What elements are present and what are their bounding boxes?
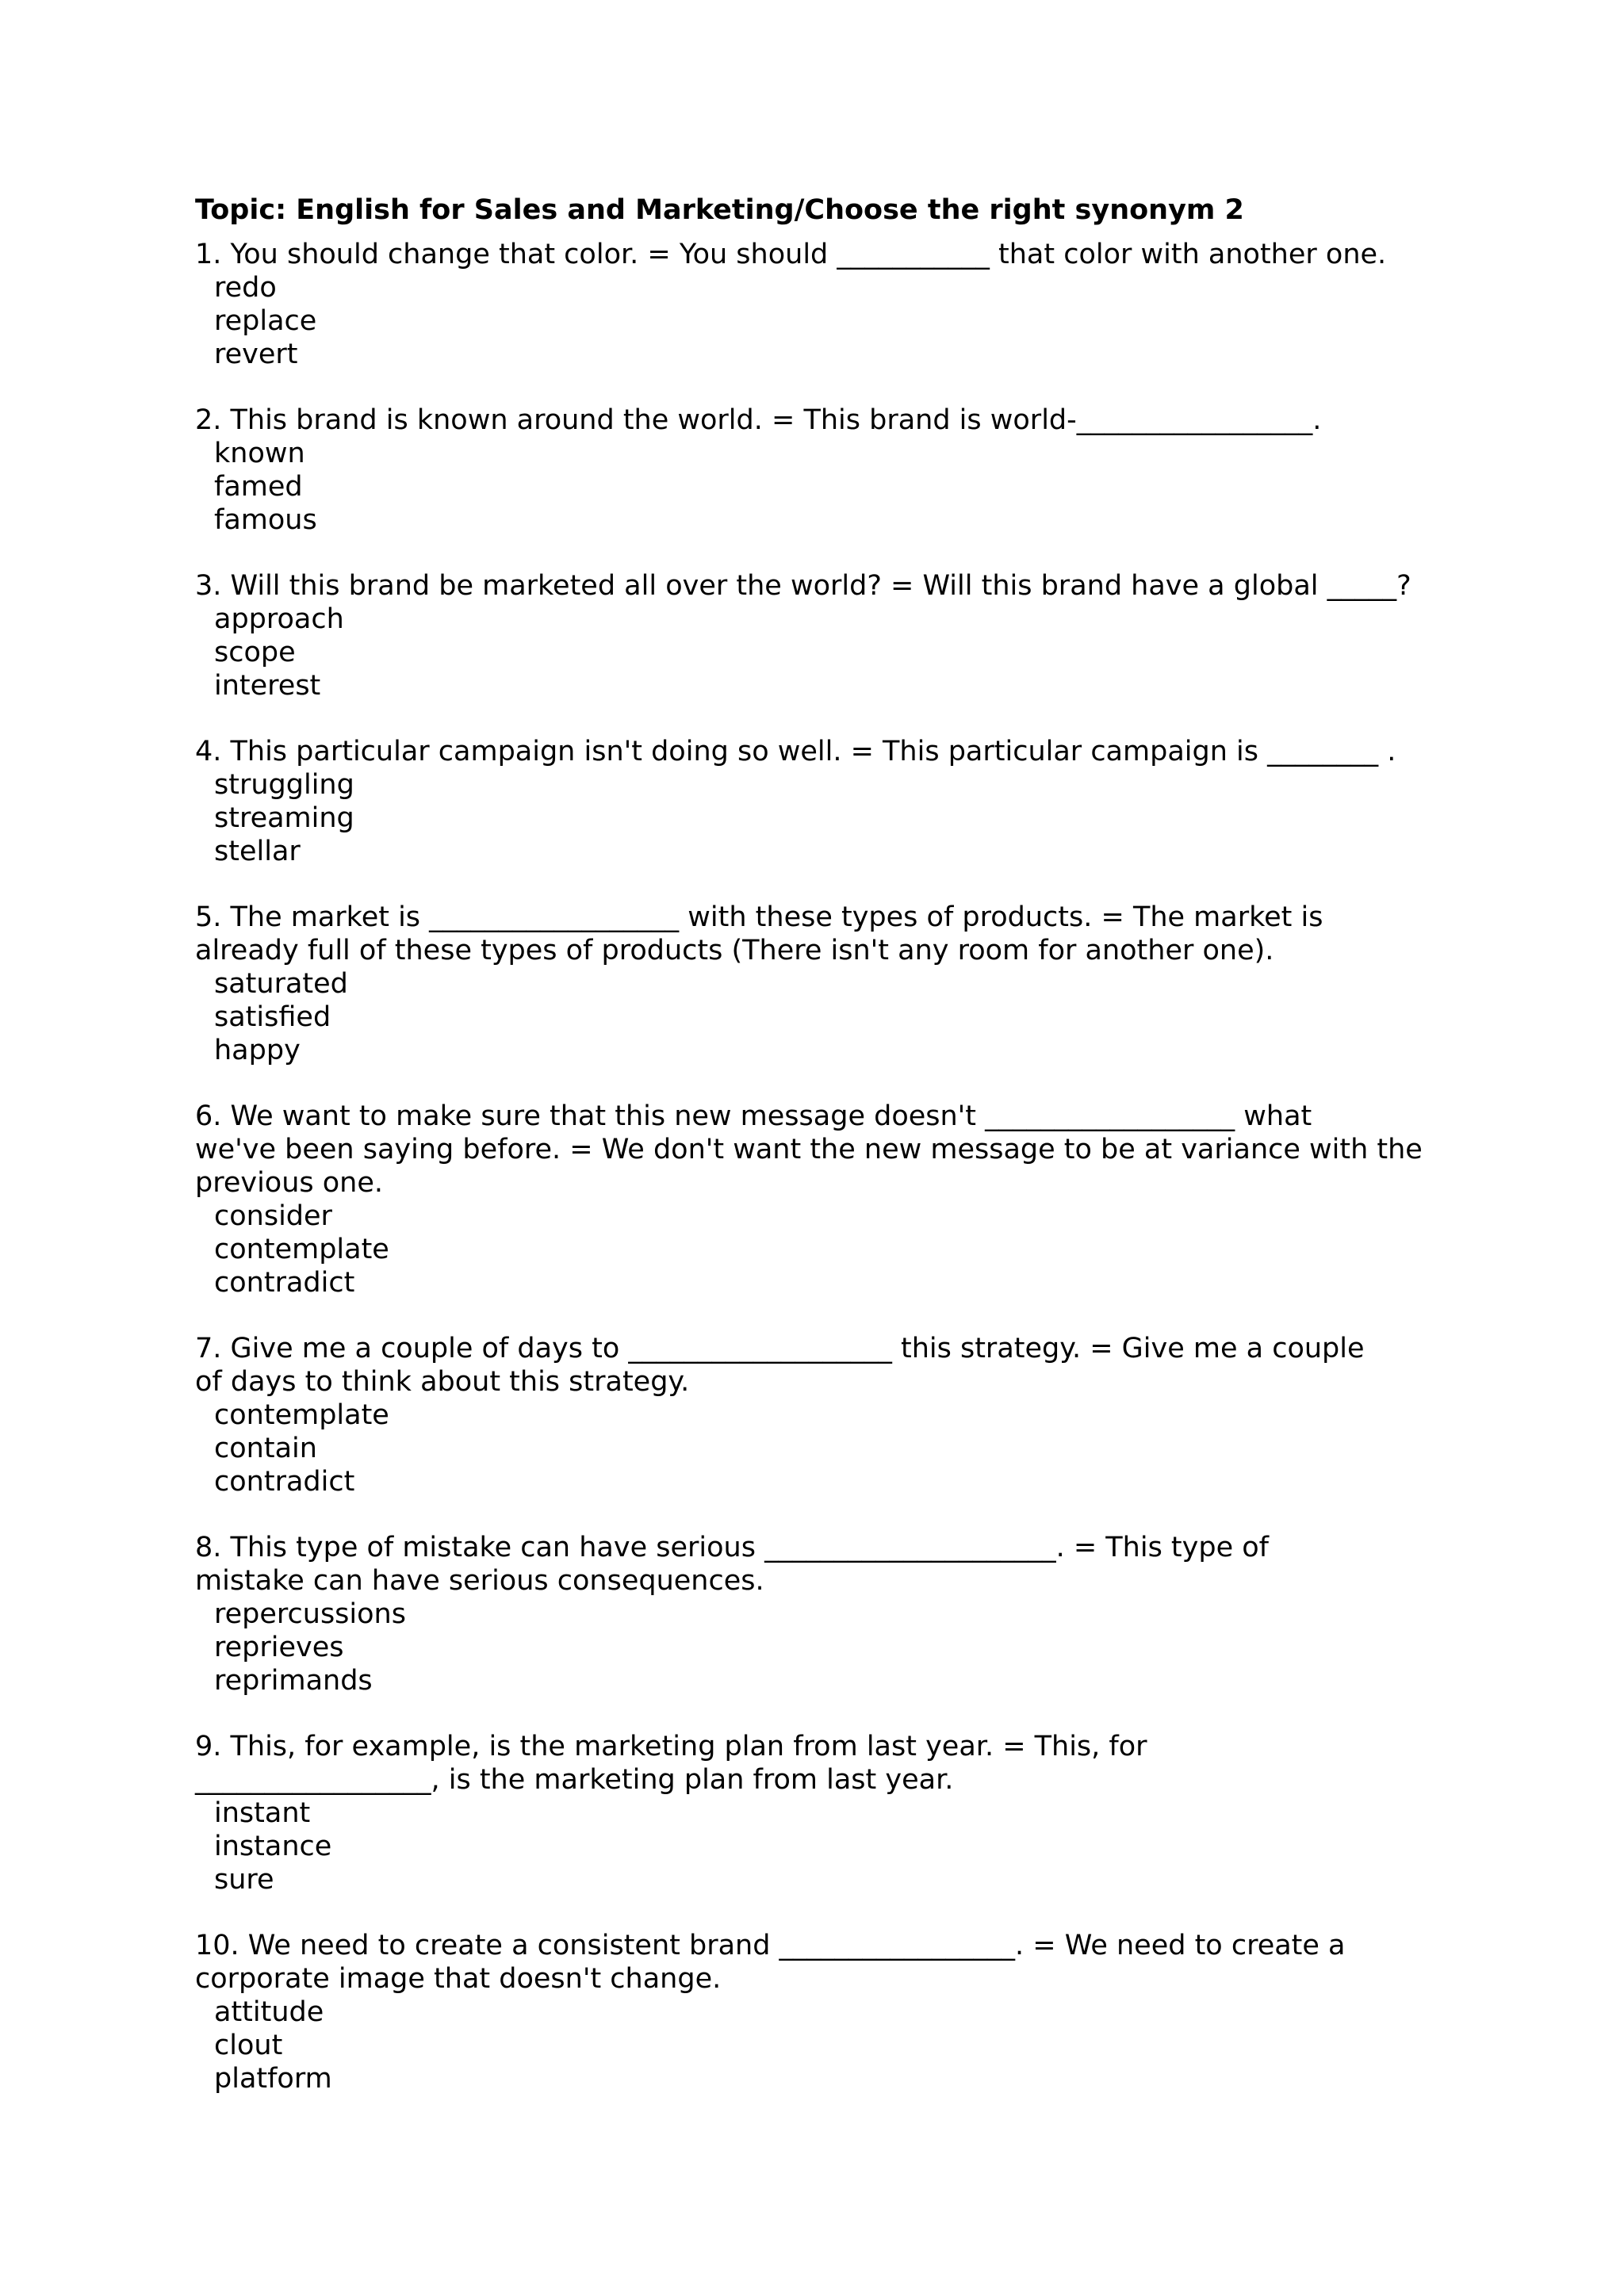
question-prompt-line: 8. This type of mistake can have serious _____________________. = This type of xyxy=(195,1532,1269,1563)
answer-option: instant xyxy=(214,1797,311,1829)
question-prompt-line: 3. Will this brand be marketed all over the world? = Will this brand have a global _____? xyxy=(195,570,1411,602)
answer-option: contain xyxy=(214,1433,317,1464)
answer-option: contradict xyxy=(214,1466,355,1498)
question-block xyxy=(195,1100,1448,1299)
question-prompt-line: 4. This particular campaign isn't doing so well. = This particular campaign is ________ . xyxy=(195,736,1396,767)
answer-option: reprimands xyxy=(214,1665,373,1697)
question-block xyxy=(195,735,1448,868)
question-list xyxy=(195,238,1448,2095)
answer-options xyxy=(195,1598,1448,1697)
answer-option: stellar xyxy=(214,836,301,867)
answer-option: replace xyxy=(214,305,317,337)
question-block xyxy=(195,569,1448,702)
answer-option: struggling xyxy=(214,769,354,801)
question-prompt-line: previous one. xyxy=(195,1167,384,1199)
answer-option: attitude xyxy=(214,1996,324,2028)
answer-options xyxy=(195,603,1448,702)
answer-option: satisfied xyxy=(214,1001,331,1033)
question-prompt-line: mistake can have serious consequences. xyxy=(195,1565,764,1597)
answer-options xyxy=(195,437,1448,537)
answer-option: clout xyxy=(214,2030,283,2061)
answer-option: contradict xyxy=(214,1267,355,1299)
question-block xyxy=(195,1332,1448,1498)
answer-option: sure xyxy=(214,1864,274,1896)
answer-option: saturated xyxy=(214,968,348,1000)
question-prompt-line: corporate image that doesn't change. xyxy=(195,1963,722,1995)
question-prompt-line: _________________, is the marketing plan from last year. xyxy=(195,1764,954,1796)
answer-options xyxy=(195,1797,1448,1896)
answer-option: known xyxy=(214,438,305,469)
question-block xyxy=(195,1531,1448,1697)
question-prompt-line: 6. We want to make sure that this new message doesn't __________________ what xyxy=(195,1100,1312,1132)
answer-option: famed xyxy=(214,471,303,503)
answer-option: approach xyxy=(214,603,344,635)
question-block xyxy=(195,1730,1448,1896)
question-prompt-line: already full of these types of products (There isn't any room for another one). xyxy=(195,935,1274,966)
question-block xyxy=(195,238,1448,371)
answer-option: repercussions xyxy=(214,1598,406,1630)
question-block xyxy=(195,1929,1448,2095)
answer-options xyxy=(195,1996,1448,2095)
question-prompt-line: 9. This, for example, is the marketing plan from last year. = This, for xyxy=(195,1731,1147,1762)
answer-option: reprieves xyxy=(214,1632,344,1663)
answer-option: contemplate xyxy=(214,1234,389,1265)
answer-option: happy xyxy=(214,1035,301,1066)
answer-option: revert xyxy=(214,339,298,370)
question-prompt-line: 5. The market is __________________ with these types of products. = The market is xyxy=(195,901,1323,933)
answer-option: interest xyxy=(214,670,321,702)
answer-options xyxy=(195,1399,1448,1498)
answer-option: consider xyxy=(214,1200,332,1232)
question-prompt-line: 1. You should change that color. = You should ___________ that color with another one. xyxy=(195,239,1387,270)
question-prompt-line: we've been saying before. = We don't want the new message to be at variance with the xyxy=(195,1134,1423,1165)
worksheet-content xyxy=(195,193,1448,2095)
answer-option: streaming xyxy=(214,802,354,834)
answer-option: scope xyxy=(214,637,296,668)
answer-option: contemplate xyxy=(214,1399,389,1431)
answer-option: redo xyxy=(214,272,277,304)
answer-options xyxy=(195,1200,1448,1299)
question-prompt-line: of days to think about this strategy. xyxy=(195,1366,690,1398)
answer-options xyxy=(195,768,1448,868)
question-prompt-line: 10. We need to create a consistent brand _________________. = We need to create a xyxy=(195,1930,1346,1961)
answer-options xyxy=(195,967,1448,1067)
question-prompt-line: 7. Give me a couple of days to ___________________ this strategy. = Give me a couple xyxy=(195,1333,1365,1364)
answer-option: famous xyxy=(214,504,317,536)
question-block xyxy=(195,901,1448,1067)
answer-option: platform xyxy=(214,2063,332,2095)
answer-options xyxy=(195,271,1448,371)
question-prompt-line: 2. This brand is known around the world. = This brand is world-_________________. xyxy=(195,404,1322,436)
question-block xyxy=(195,404,1448,537)
worksheet-title: Topic: English for Sales and Marketing/Choose the right synonym 2 xyxy=(195,194,1244,226)
answer-option: instance xyxy=(214,1831,332,1862)
